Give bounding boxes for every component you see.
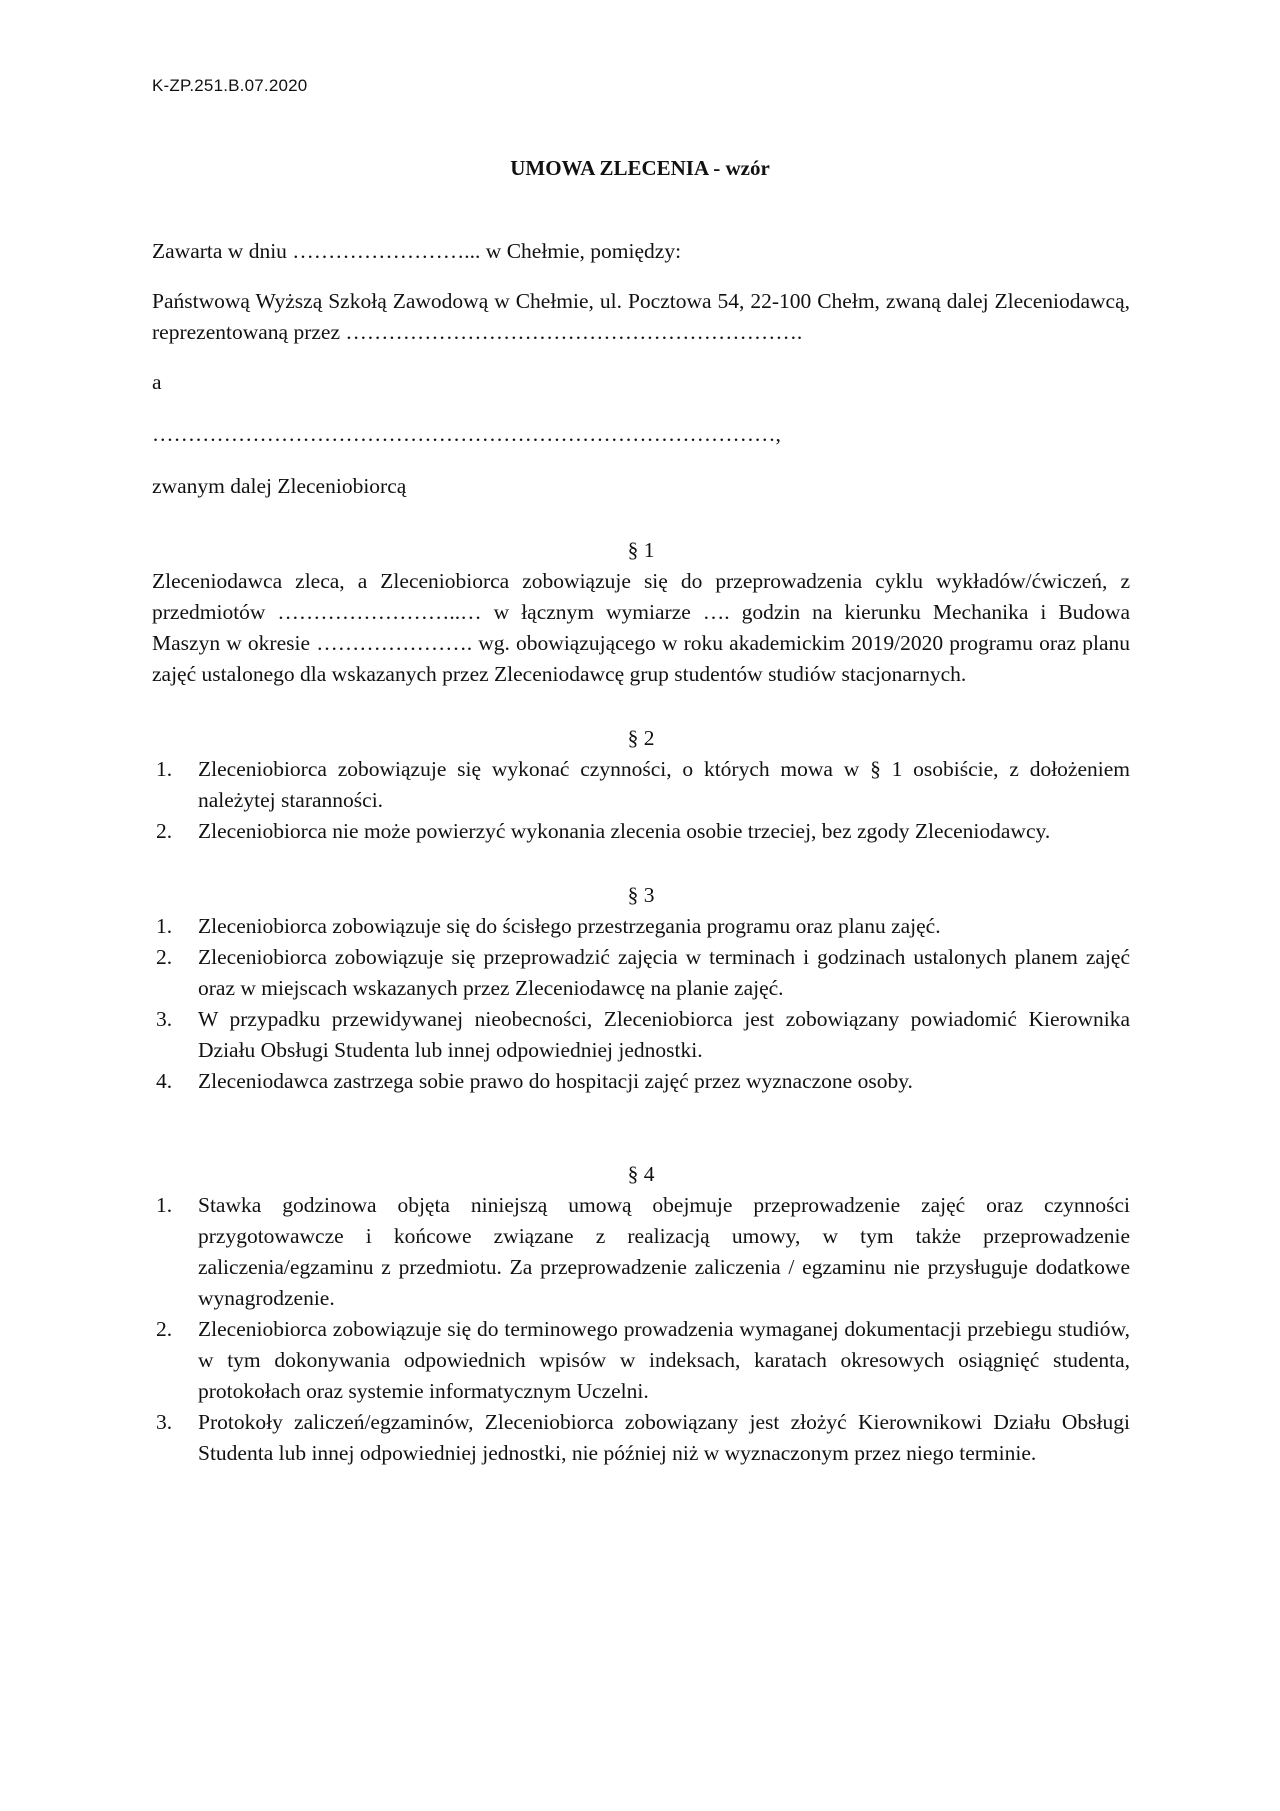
- item-text: Zleceniobiorca zobowiązuje się wykonać czynności, o których mowa w § 1 osobiście, z dołożeniem należytej staranności.: [198, 757, 1130, 812]
- section-2: [152, 723, 1130, 847]
- section-4: [152, 1159, 1130, 1469]
- second-party-blank: ……………………………………………………………………………,: [152, 422, 781, 446]
- list-item: [152, 942, 1130, 1004]
- section-1: [152, 535, 1130, 690]
- item-text: Zleceniodawca zastrzega sobie prawo do hospitacji zajęć przez wyznaczone osoby.: [198, 1069, 913, 1093]
- item-text: Zleceniobiorca zobowiązuje się przeprowadzić zajęcia w terminach i godzinach ustalonych planem zajęć oraz w miejscach wskazanych przez Zleceniodawcę na planie zajęć.: [198, 945, 1130, 1000]
- document-reference-number: K-ZP.251.B.07.2020: [152, 76, 308, 95]
- item-text: Zleceniobiorca zobowiązuje się do ścisłego przestrzegania programu oraz planu zajęć.: [198, 914, 941, 938]
- section-mark: § 3: [627, 883, 655, 907]
- list-item: [152, 1314, 1130, 1407]
- item-number: 2.: [156, 945, 173, 969]
- second-party-label: zwanym dalej Zleceniobiorcą: [152, 474, 407, 498]
- list-item: [152, 1190, 1130, 1314]
- section-2-list: [152, 754, 1130, 847]
- item-number: 1.: [156, 914, 173, 938]
- list-item: [152, 1066, 1130, 1097]
- list-item: [152, 1407, 1130, 1469]
- item-number: 1.: [156, 757, 173, 781]
- section-mark: § 1: [627, 538, 655, 562]
- item-number: 2.: [156, 819, 173, 843]
- item-text: W przypadku przewidywanej nieobecności, Zleceniobiorca jest zobowiązany powiadomić Kierownika Działu Obsługi Studenta lub innej odpowiedniej jednostki.: [198, 1007, 1130, 1062]
- section-4-list: [152, 1190, 1130, 1469]
- concluded-line: Zawarta w dniu ……………………... w Chełmie, pomiędzy:: [152, 239, 682, 263]
- item-text: Stawka godzinowa objęta niniejszą umową obejmuje przeprowadzenie zajęć oraz czynności przygotowawcze i końcowe związane z realizacją umowy, w tym także przeprowadzenie zaliczenia/egzaminu z przedmiotu. Za przeprowadzenie zaliczenia / egzaminu nie przysługuje dodatkowe wynagrodzenie.: [198, 1193, 1130, 1310]
- section-mark: § 2: [627, 726, 655, 750]
- section-1-text: Zleceniodawca zleca, a Zleceniobiorca zobowiązuje się do przeprowadzenia cyklu wykładów/ćwiczeń, z przedmiotów ……………………..… w łącznym wymiarze …. godzin na kierunku Mechanika i Budowa Maszyn w okresie …………………. wg. obowiązującego w roku akademickim 2019/2020 programu oraz planu zajęć ustalonego dla wskazanych przez Zleceniodawcę grup studentów studiów stacjonarnych.: [152, 569, 1130, 686]
- item-number: 3.: [156, 1410, 173, 1434]
- list-item: [152, 754, 1130, 816]
- item-text: Protokoły zaliczeń/egzaminów, Zleceniobiorca zobowiązany jest złożyć Kierownikowi Działu Obsługi Studenta lub innej odpowiedniej jednostki, nie później niż w wyznaczonym przez niego terminie.: [198, 1410, 1130, 1465]
- item-number: 2.: [156, 1317, 173, 1341]
- conjunction-a: a: [152, 370, 162, 394]
- section-3-list: [152, 911, 1130, 1097]
- item-number: 1.: [156, 1193, 173, 1217]
- document-title: UMOWA ZLECENIA - wzór: [510, 156, 770, 180]
- section-3: [152, 880, 1130, 1097]
- section-mark: § 4: [627, 1162, 655, 1186]
- item-number: 4.: [156, 1069, 173, 1093]
- item-number: 3.: [156, 1007, 173, 1031]
- first-party-paragraph: Państwową Wyższą Szkołą Zawodową w Chełmie, ul. Pocztowa 54, 22-100 Chełm, zwaną dalej Zleceniodawcą, reprezentowaną przez ……………………………………………………….: [152, 289, 1130, 344]
- item-text: Zleceniobiorca zobowiązuje się do terminowego prowadzenia wymaganej dokumentacji przebiegu studiów, w tym dokonywania odpowiednich wpisów w indeksach, karatach okresowych osiągnięć studenta, protokołach oraz systemie informatycznym Uczelni.: [198, 1317, 1130, 1403]
- list-item: [152, 816, 1130, 847]
- document-body: [152, 236, 1130, 1469]
- list-item: [152, 911, 1130, 942]
- item-text: Zleceniobiorca nie może powierzyć wykonania zlecenia osobie trzeciej, bez zgody Zleceniodawcy.: [198, 819, 1051, 843]
- list-item: [152, 1004, 1130, 1066]
